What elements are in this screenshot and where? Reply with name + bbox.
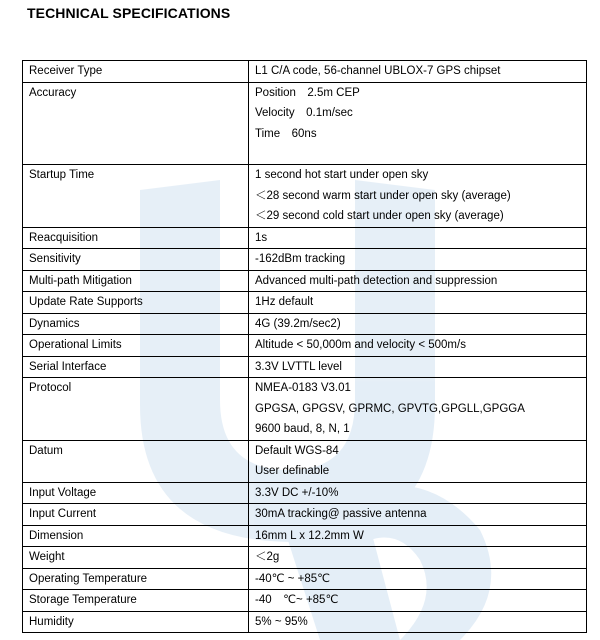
- spec-value-line: 3.3V LVTTL level: [255, 360, 342, 373]
- spec-value: [249, 82, 587, 165]
- spec-value: [249, 61, 587, 83]
- spec-value: [249, 249, 587, 271]
- spec-value: [249, 440, 587, 482]
- spec-label: Storage Temperature: [23, 590, 249, 612]
- spec-label: Reacquisition: [23, 227, 249, 249]
- spec-value: [249, 504, 587, 526]
- spec-value-line: 5% ~ 95%: [255, 615, 308, 628]
- table-row: [23, 504, 587, 526]
- spec-value-line: 4G (39.2m/sec2): [255, 317, 341, 330]
- spec-label: Humidity: [23, 611, 249, 633]
- spec-label: Weight: [23, 547, 249, 569]
- spec-value-line: 9600 baud, 8, N, 1: [255, 423, 350, 435]
- spec-label: Input Voltage: [23, 482, 249, 504]
- spec-value-line: 16mm L x 12.2mm W: [255, 529, 364, 542]
- table-row: [23, 82, 587, 165]
- spec-value: [249, 568, 587, 590]
- spec-value-line: -40 ℃~ +85℃: [255, 594, 339, 606]
- spec-value: [249, 270, 587, 292]
- spec-value-line: -40℃ ~ +85℃: [255, 572, 331, 585]
- table-row: [23, 568, 587, 590]
- spec-value: [249, 313, 587, 335]
- spec-label: Dimension: [23, 525, 249, 547]
- spec-label: Input Current: [23, 504, 249, 526]
- spec-value: [249, 356, 587, 378]
- spec-value-line: 1s: [255, 231, 268, 244]
- table-row: [23, 440, 587, 482]
- spec-value-line: GPGSA, GPGSV, GPRMC, GPVTG,GPGLL,GPGGA: [255, 402, 525, 415]
- spec-value-line: ＜2g: [255, 551, 280, 563]
- spec-value-line: Position 2.5m CEP: [255, 86, 360, 99]
- spec-label: Protocol: [23, 378, 249, 441]
- spec-value-line: ＜29 second cold start under open sky (average): [255, 210, 504, 222]
- spec-label: Receiver Type: [23, 61, 249, 83]
- spec-label: Accuracy: [23, 82, 249, 165]
- spec-label: Multi-path Mitigation: [23, 270, 249, 292]
- table-row: [23, 165, 587, 228]
- page-title: TECHNICAL SPECIFICATIONS: [27, 5, 231, 21]
- spec-label: Sensitivity: [23, 249, 249, 271]
- table-row: [23, 378, 587, 441]
- spec-table: [22, 60, 587, 633]
- spec-label: Operating Temperature: [23, 568, 249, 590]
- spec-value: [249, 547, 587, 569]
- spec-label: Datum: [23, 440, 249, 482]
- table-row: [23, 313, 587, 335]
- spec-label: Serial Interface: [23, 356, 249, 378]
- spec-value-line: NMEA-0183 V3.01: [255, 382, 351, 394]
- spec-label: Dynamics: [23, 313, 249, 335]
- spec-value-line: User definable: [255, 465, 330, 477]
- spec-value: [249, 611, 587, 633]
- spec-value-line: Advanced multi-path detection and suppression: [255, 274, 498, 287]
- table-row: [23, 525, 587, 547]
- table-row: [23, 292, 587, 314]
- spec-value-line: Default WGS-84: [255, 444, 339, 457]
- spec-value-line: 3.3V DC +/-10%: [255, 486, 339, 499]
- spec-value-line: Time 60ns: [255, 127, 317, 140]
- spec-value-line: 30mA tracking@ passive antenna: [255, 508, 427, 520]
- table-row: [23, 61, 587, 83]
- spec-value: [249, 335, 587, 357]
- spec-value-line: L1 C/A code, 56-channel UBLOX-7 GPS chipset: [255, 65, 501, 77]
- spec-value: [249, 378, 587, 441]
- spec-value: [249, 482, 587, 504]
- spec-value-line: ＜28 second warm start under open sky (average): [255, 189, 511, 202]
- spec-value-line: 1Hz default: [255, 296, 314, 308]
- spec-value: [249, 292, 587, 314]
- spec-value: [249, 165, 587, 228]
- spec-value: [249, 590, 587, 612]
- table-row: [23, 482, 587, 504]
- spec-value: [249, 525, 587, 547]
- spec-value-line: Altitude < 50,000m and velocity < 500m/s: [255, 339, 466, 351]
- table-row: [23, 611, 587, 633]
- spec-label: Startup Time: [23, 165, 249, 228]
- table-row: [23, 335, 587, 357]
- table-row: [23, 356, 587, 378]
- table-row: [23, 590, 587, 612]
- spec-value: [249, 227, 587, 249]
- table-row: [23, 227, 587, 249]
- spec-label: Operational Limits: [23, 335, 249, 357]
- spec-value-line: Velocity 0.1m/sec: [255, 107, 353, 119]
- table-row: [23, 270, 587, 292]
- table-row: [23, 547, 587, 569]
- spec-value-line: -162dBm tracking: [255, 253, 346, 265]
- table-row: [23, 249, 587, 271]
- spec-label: Update Rate Supports: [23, 292, 249, 314]
- spec-value-line: 1 second hot start under open sky: [255, 169, 429, 181]
